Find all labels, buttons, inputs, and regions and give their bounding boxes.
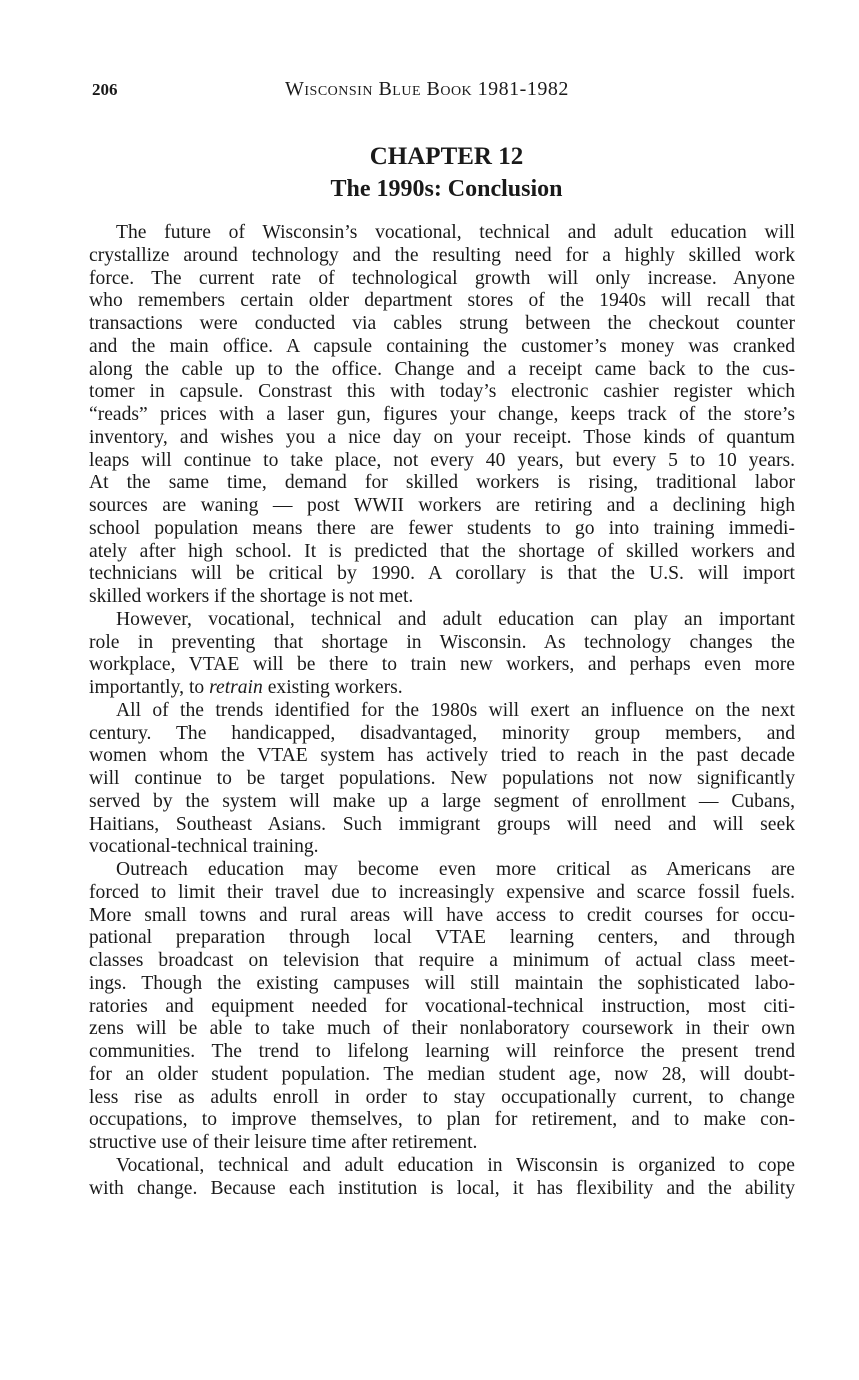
body-text: [89, 222, 795, 1200]
text-line: Vocational, technical and adult education in Wisconsin is organized to cope: [116, 1154, 795, 1176]
text-line: structive use of their leisure time after retirement.: [89, 1132, 478, 1153]
text-line: More small towns and rural areas will have access to credit courses for occu-: [89, 904, 795, 926]
text-line: sources are waning — post WWII workers are retiring and a declining high: [89, 495, 795, 516]
text-line: importantly, to retrain existing workers.: [89, 677, 403, 698]
text-line: “reads” prices with a laser gun, figures your change, keeps track of the store’s: [89, 404, 795, 425]
text-line: However, vocational, technical and adult education can play an important: [116, 608, 795, 630]
chapter-label: CHAPTER 12: [369, 143, 524, 170]
page-number: 206: [92, 80, 118, 99]
text-line: school population means there are fewer students to go into training immedi-: [89, 517, 795, 539]
text-line: Outreach education may become even more critical as Americans are: [116, 859, 795, 880]
text-line: will continue to be target populations. New populations not now significantly: [89, 768, 795, 789]
text-line: ately after high school. It is predicted that the shortage of skilled workers and: [89, 540, 795, 562]
text-line: ings. Though the existing campuses will still maintain the sophisticated labo-: [89, 972, 795, 994]
text-line: leaps will continue to take place, not every 40 years, but every 5 to 10 years.: [89, 449, 795, 471]
text-line: role in preventing that shortage in Wisconsin. As technology changes the: [89, 631, 795, 653]
text-line: less rise as adults enroll in order to stay occupationally current, to change: [89, 1086, 795, 1108]
text-line: At the same time, demand for skilled workers is rising, traditional labor: [89, 472, 795, 494]
text-line: along the cable up to the office. Change and a receipt came back to the cus-: [89, 358, 795, 380]
text-line: for an older student population. The median student age, now 28, will doubt-: [89, 1063, 795, 1085]
text-line: Haitians, Southeast Asians. Such immigrant groups will need and will seek: [89, 813, 795, 835]
text-line: zens will be able to take much of their nonlaboratory coursework in their own: [89, 1018, 795, 1040]
text-line: served by the system will make up a large segment of enrollment — Cubans,: [89, 790, 795, 812]
text-line: All of the trends identified for the 1980s will exert an influence on the next: [116, 699, 795, 721]
running-head: [92, 78, 797, 106]
emphasis-retrain: retrain: [209, 677, 263, 698]
text-line: women whom the VTAE system has actively tried to reach in the past decade: [89, 745, 795, 767]
text-line: vocational-technical training.: [89, 836, 319, 858]
text-line: and the main office. A capsule containing the customer’s money was cranked: [89, 335, 795, 357]
text-line: crystallize around technology and the resulting need for a highly skilled work: [89, 244, 795, 266]
text-line: inventory, and wishes you a nice day on your receipt. Those kinds of quantum: [89, 426, 795, 448]
text-line: force. The current rate of technological growth will only increase. Anyone: [89, 267, 795, 289]
text-line: communities. The trend to lifelong learning will reinforce the present trend: [89, 1041, 795, 1062]
text-line: skilled workers if the shortage is not met.: [89, 586, 414, 607]
text-line: pational preparation through local VTAE learning centers, and through: [89, 927, 795, 949]
running-title: Wisconsin Blue Book 1981-1982: [285, 78, 569, 100]
text-line: tomer in capsule. Constrast this with today’s electronic cashier register which: [89, 381, 795, 403]
text-line: technicians will be critical by 1990. A corollary is that the U.S. will import: [89, 563, 795, 585]
text-line: forced to limit their travel due to increasingly expensive and scarce fossil fuels.: [89, 881, 795, 903]
text-line: transactions were conducted via cables strung between the checkout counter: [89, 313, 795, 334]
chapter-title: The 1990s: Conclusion: [330, 176, 563, 202]
text-line: who remembers certain older department stores of the 1940s will recall that: [89, 290, 795, 312]
text-line: occupations, to improve themselves, to plan for retirement, and to make con-: [89, 1109, 795, 1131]
text-line: ratories and equipment needed for vocational-technical instruction, most citi-: [89, 995, 795, 1017]
text-line: workplace, VTAE will be there to train new workers, and perhaps even more: [89, 654, 795, 676]
text-line: century. The handicapped, disadvantaged, minority group members, and: [89, 722, 795, 744]
text-line: classes broadcast on television that require a minimum of actual class meet-: [89, 950, 795, 971]
text-line: The future of Wisconsin’s vocational, technical and adult education will: [116, 222, 795, 243]
text-line: with change. Because each institution is local, it has flexibility and the ability: [89, 1177, 795, 1199]
